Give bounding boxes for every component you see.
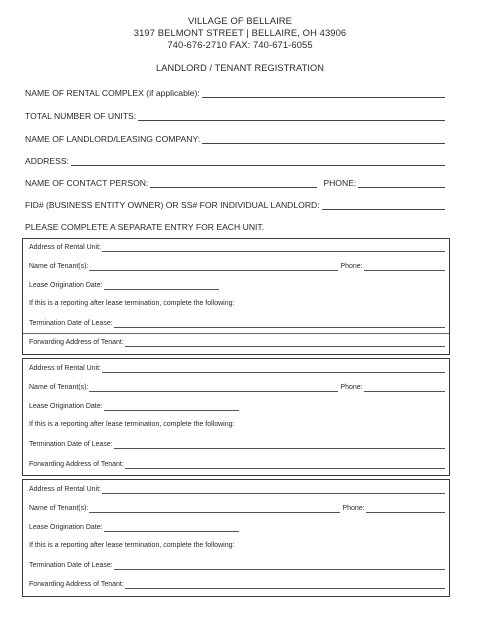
origination-date-label: Lease Origination Date: xyxy=(29,524,103,531)
termination-date-field[interactable] xyxy=(29,319,445,328)
box-divider xyxy=(23,333,449,334)
tenant-phone-label: Phone: xyxy=(342,505,365,512)
origination-date-field[interactable] xyxy=(29,523,239,532)
forwarding-address-field[interactable] xyxy=(29,460,445,469)
termination-date-label: Termination Date of Lease: xyxy=(29,562,113,569)
origination-date-line[interactable] xyxy=(104,524,239,532)
termination-date-label: Termination Date of Lease: xyxy=(29,320,113,327)
fid-line[interactable] xyxy=(322,201,445,210)
contact-phone-line[interactable] xyxy=(358,179,445,188)
address-label: ADDRESS: xyxy=(25,156,69,166)
termination-date-line[interactable] xyxy=(114,320,445,328)
form-title: LANDLORD / TENANT REGISTRATION xyxy=(156,63,324,73)
forwarding-address-field[interactable] xyxy=(29,580,445,589)
tenant-phone-line[interactable] xyxy=(364,263,445,271)
termination-note: If this is a reporting after lease termination, complete the following: xyxy=(29,300,235,307)
tenant-name-label: Name of Tenant(s): xyxy=(29,384,89,391)
tenant-name-field[interactable] xyxy=(29,262,445,271)
termination-note: If this is a reporting after lease termination, complete the following: xyxy=(29,421,235,428)
unit-address-label: Address of Rental Unit: xyxy=(29,486,101,493)
unit-address-field[interactable] xyxy=(29,485,445,494)
village-address: 3197 BELMONT STREET | BELLAIRE, OH 43906 xyxy=(133,27,347,38)
unit-entry-3 xyxy=(22,479,450,597)
origination-date-field[interactable] xyxy=(29,402,239,411)
unit-entry-2 xyxy=(22,358,450,476)
tenant-name-field[interactable] xyxy=(29,504,445,513)
tenant-name-field[interactable] xyxy=(29,383,445,392)
tenant-phone-line[interactable] xyxy=(364,384,445,392)
termination-note: If this is a reporting after lease termination, complete the following: xyxy=(29,542,235,549)
total-units-label: TOTAL NUMBER OF UNITS: xyxy=(25,111,137,121)
unit-entry-1 xyxy=(22,238,450,355)
address-field[interactable] xyxy=(25,156,445,166)
unit-address-line[interactable] xyxy=(102,365,445,373)
fid-field[interactable] xyxy=(25,200,445,210)
forwarding-address-label: Forwarding Address of Tenant: xyxy=(29,581,124,588)
rental-complex-label: NAME OF RENTAL COMPLEX (if applicable): xyxy=(25,88,200,98)
tenant-phone-label: Phone: xyxy=(340,263,363,270)
origination-date-label: Lease Origination Date: xyxy=(29,403,103,410)
tenant-name-label: Name of Tenant(s): xyxy=(29,263,89,270)
termination-date-line[interactable] xyxy=(114,562,445,570)
landlord-company-field[interactable] xyxy=(25,134,445,144)
termination-date-label: Termination Date of Lease: xyxy=(29,441,113,448)
rental-complex-field[interactable] xyxy=(25,88,445,98)
contact-person-label: NAME OF CONTACT PERSON: xyxy=(25,178,149,188)
village-phones: 740-676-2710 FAX: 740-671-6055 xyxy=(167,39,313,50)
fid-label: FID# (BUSINESS ENTITY OWNER) OR SS# FOR INDIVIDUAL LANDLORD: xyxy=(25,200,320,210)
address-line[interactable] xyxy=(71,157,445,166)
origination-date-label: Lease Origination Date: xyxy=(29,282,103,289)
rental-complex-line[interactable] xyxy=(202,89,445,98)
forwarding-address-line[interactable] xyxy=(125,461,445,469)
termination-date-field[interactable] xyxy=(29,440,445,449)
tenant-phone-label: Phone: xyxy=(340,384,363,391)
origination-date-line[interactable] xyxy=(104,282,219,290)
unit-address-label: Address of Rental Unit: xyxy=(29,244,101,251)
landlord-company-label: NAME OF LANDLORD/LEASING COMPANY: xyxy=(25,134,201,144)
tenant-name-line[interactable] xyxy=(89,384,338,392)
village-name: VILLAGE OF BELLAIRE xyxy=(187,15,293,26)
forwarding-address-line[interactable] xyxy=(125,339,445,347)
unit-address-field[interactable] xyxy=(29,243,445,252)
forwarding-address-field[interactable] xyxy=(29,338,445,347)
landlord-company-line[interactable] xyxy=(202,135,445,144)
origination-date-field[interactable] xyxy=(29,281,219,290)
forwarding-address-line[interactable] xyxy=(125,581,445,589)
forwarding-address-label: Forwarding Address of Tenant: xyxy=(29,339,124,346)
contact-phone-label: PHONE: xyxy=(323,178,357,188)
forwarding-address-label: Forwarding Address of Tenant: xyxy=(29,461,124,468)
total-units-line[interactable] xyxy=(138,112,445,121)
tenant-name-line[interactable] xyxy=(89,263,338,271)
contact-person-line[interactable] xyxy=(150,179,317,188)
termination-date-field[interactable] xyxy=(29,561,445,570)
tenant-name-line[interactable] xyxy=(89,505,340,513)
unit-address-field[interactable] xyxy=(29,364,445,373)
unit-address-line[interactable] xyxy=(102,244,445,252)
tenant-name-label: Name of Tenant(s): xyxy=(29,505,89,512)
total-units-field[interactable] xyxy=(25,111,445,121)
tenant-phone-line[interactable] xyxy=(366,505,445,513)
unit-address-line[interactable] xyxy=(102,486,445,494)
unit-address-label: Address of Rental Unit: xyxy=(29,365,101,372)
origination-date-line[interactable] xyxy=(104,403,239,411)
instruction-text: PLEASE COMPLETE A SEPARATE ENTRY FOR EACH UNIT. xyxy=(25,222,265,232)
contact-person-field[interactable] xyxy=(25,178,445,188)
termination-date-line[interactable] xyxy=(114,441,445,449)
